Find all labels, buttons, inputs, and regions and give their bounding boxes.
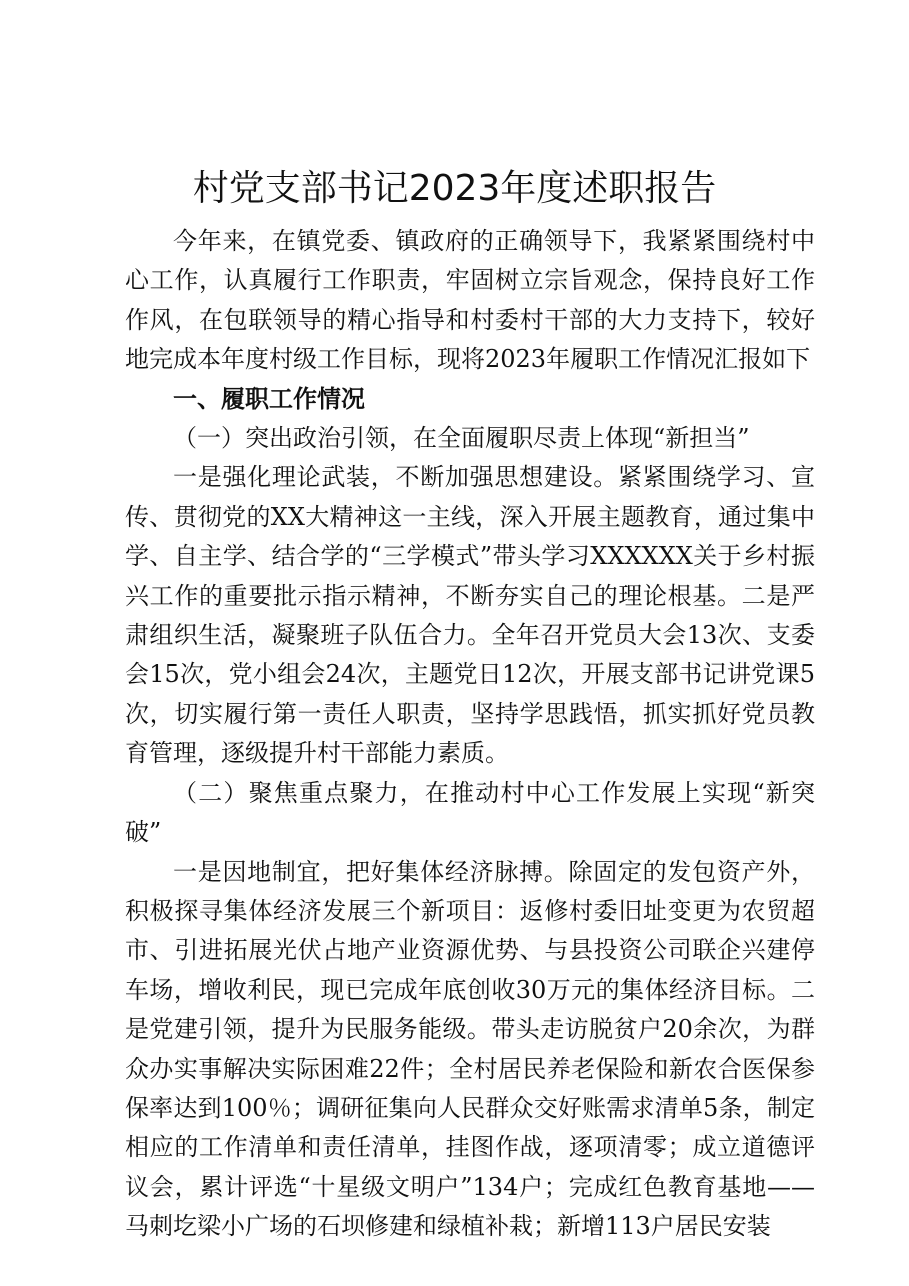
intro-paragraph: 今年来，在镇党委、镇政府的正确领导下，我紧紧围绕村中心工作，认真履行工作职责，牢固树立宗旨观念，保持良好工作作风，在包联领导的精心指导和村委村干部的大力支持下，较好地完成本年度村级工作目标，现将2023年履职工作情况汇报如下 [125, 227, 815, 374]
subsection-heading: （一）突出政治引领，在全面履职尽责上体现“新担当” [173, 424, 750, 453]
section-heading: 一、履职工作情况 [173, 384, 365, 413]
subsection-heading: （二）聚焦重点聚力，在推动村中心工作发展上实现“新突破” [125, 778, 815, 847]
document-body [125, 222, 815, 1247]
subsection-paragraph: 一是强化理论武装，不断加强思想建设。紧紧围绕学习、宣传、贯彻党的XX大精神这一主线，深入开展主题教育，通过集中学、自主学、结合学的“三学模式”带头学习XXXXXX关于乡村振兴工作的重要批示指示精神，不断夯实自己的理论根基。二是严肃组织生活，凝聚班子队伍合力。全年召开党员大会13次、支委会15次，党小组会24次，主题党日12次，开展支部书记讲党课5次，切实履行第一责任人职责，坚持学思践悟，抓实抓好党员教育管理，逐级提升村干部能力素质。 [125, 463, 815, 768]
document-title: 村党支部书记2023年度述职报告 [192, 168, 717, 209]
subsection-paragraph: 一是因地制宜，把好集体经济脉搏。除固定的发包资产外，积极探寻集体经济发展三个新项目：返修村委旧址变更为农贸超市、引进拓展光伏占地产业资源优势、与县投资公司联企兴建停车场，增收利民，现已完成年底创收30万元的集体经济目标。二是党建引领，提升为民服务能级。带头走访脱贫户20余次，为群众办实事解决实际困难22件；全村居民养老保险和新农合医保参保率达到100％；调研征集向人民群众交好账需求清单5条，制定相应的工作清单和责任清单，挂图作战，逐项清零；成立道德评议会，累计评选“十星级文明户”134户；完成红色教育基地——马刺圪梁小广场的石坝修建和绿植补栽；新增113户居民安装 [125, 857, 815, 1241]
